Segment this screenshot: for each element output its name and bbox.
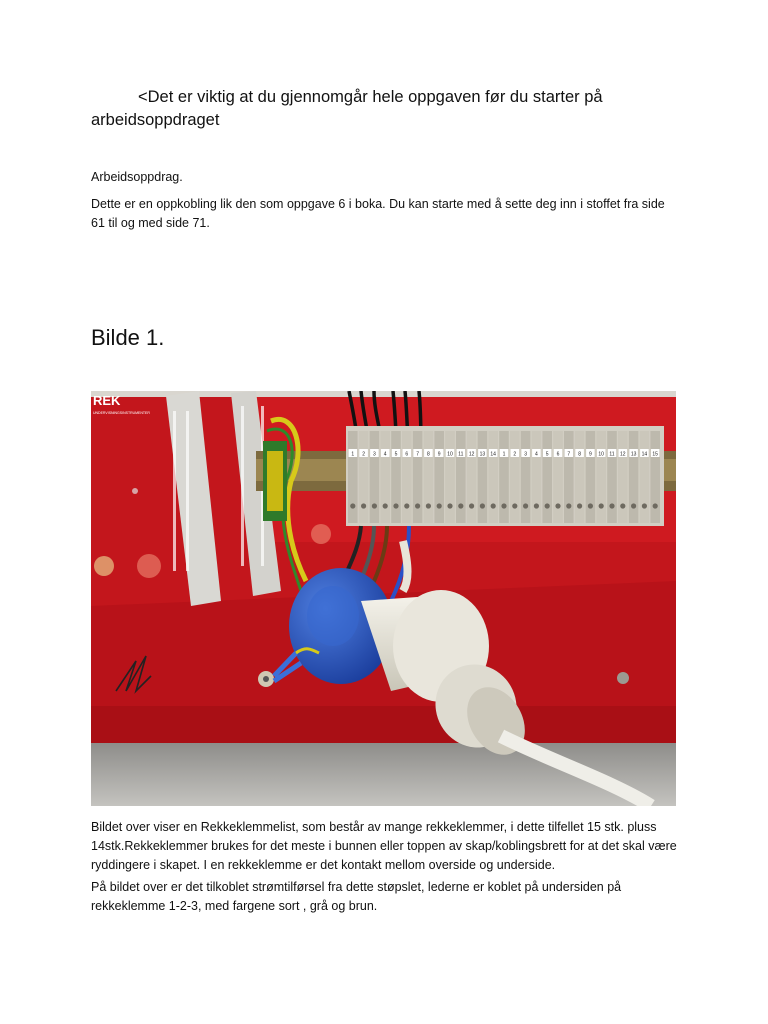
terminal-number: 11 [458,451,464,458]
terminal-screw [426,503,431,508]
terminal-screw [566,503,571,508]
terminal-number: 1 [351,451,355,458]
terminal-screw [609,503,614,508]
terminal-screw [555,503,560,508]
assignment-text: Dette er en oppkobling lik den som oppgave 6 i boka. Du kan starte med å sette deg inn i stoffet fra side 61 til og med side 71. [91,197,665,230]
terminal-block [510,431,520,523]
terminal-number: 3 [373,451,376,458]
terminal-block [380,431,390,523]
terminal-screw [523,503,528,508]
terminal-screw [512,503,517,508]
terminal-block [640,431,650,523]
terminal-block [618,431,628,523]
caption-2: På bildet over er det tilkoblet strømtilførsel fra dette støpslet, lederne er koblet på undersiden på rekkeklemme 1-2-3, med fargene sort , grå og brun. [91,880,622,913]
terminal-number: 1 [502,451,506,458]
terminal-number: 7 [567,451,571,458]
terminal-block [532,431,542,523]
terminal-number: 14 [641,451,648,458]
terminal-number: 2 [513,451,517,458]
terminal-screw [491,503,496,508]
terminal-block [456,431,466,523]
terminal-number: 14 [490,451,496,458]
terminal-screw [415,503,420,508]
terminal-block [478,431,488,523]
terminal-screw [577,503,582,508]
terminal-number: 13 [479,451,486,458]
terminal-number: 7 [416,451,419,458]
terminal-screw [653,503,658,508]
terminal-number: 10 [447,451,453,458]
terminal-block [434,431,444,523]
terminal-screw [599,503,604,508]
terminal-screw [447,503,452,508]
terminal-number: 11 [609,451,615,458]
brand-logo: REK [93,393,121,408]
terminal-screw [480,503,485,508]
terminal-block [542,431,552,523]
terminal-screw [437,503,442,508]
terminal-number: 4 [535,451,538,458]
terminal-number: 15 [652,451,658,458]
terminal-number: 6 [556,451,560,458]
terminal-screw [588,503,593,508]
terminal-block [413,431,423,523]
terminal-number: 8 [578,451,581,458]
figure-title: Bilde 1. [91,325,165,350]
assignment-heading: Arbeidsoppdrag. [91,170,183,184]
terminal-screw [383,503,388,508]
terminal-block-photo [91,391,676,806]
terminal-number: 13 [630,451,637,458]
terminal-number: 12 [468,451,475,458]
terminal-number: 9 [437,451,441,458]
terminal-screw [372,503,377,508]
terminal-block [596,431,606,523]
terminal-number: 12 [620,451,626,458]
terminal-screw [534,503,539,508]
terminal-block [391,431,401,523]
terminal-screw [350,503,355,508]
caption-1: Bildet over viser en Rekkeklemmelist, som består av mange rekkeklemmer, i dette tilfellet 15 stk. pluss 14stk.Rekkeklemmer brukes for det meste i bunnen eller toppen av skap/koblingsbrett for at det skal være ryddingere i skapet. I en rekkeklemme er det kontakt mellom overside og underside. [91,820,677,872]
terminal-screw [404,503,409,508]
terminal-number: 4 [383,451,387,458]
terminal-screw [458,503,463,508]
terminal-block [370,431,380,523]
intro-text: <Det er viktig at du gjennomgår hele oppgaven før du starter på arbeidsoppdraget [91,88,603,129]
terminal-block [575,431,585,523]
terminal-block [564,431,574,523]
terminal-block [348,431,358,523]
terminal-number: 5 [545,451,549,458]
terminal-block [521,431,531,523]
terminal-screw [642,503,647,508]
terminal-number: 10 [598,451,604,458]
terminal-screw [393,503,398,508]
terminal-screw [545,503,550,508]
terminal-block [359,431,369,523]
terminal-screw [469,503,474,508]
brand-sub: UNDERVISNINGSINSTRUMENTER [93,411,150,415]
terminal-number: 9 [589,451,592,458]
terminal-block [445,431,455,523]
terminal-number: 3 [524,451,527,458]
terminal-screw [501,503,506,508]
terminal-block [586,431,596,523]
terminal-screw [631,503,636,508]
terminal-number: 8 [427,451,430,458]
terminal-block [488,431,498,523]
terminal-block [402,431,412,523]
terminal-block-strip [348,431,660,523]
terminal-number: 6 [405,451,409,458]
terminal-block [629,431,639,523]
terminal-block [499,431,509,523]
terminal-block [467,431,477,523]
terminal-block [650,431,660,523]
terminal-block [607,431,617,523]
terminal-screw [620,503,625,508]
terminal-number: 2 [362,451,365,458]
terminal-number: 5 [394,451,398,458]
terminal-block [553,431,563,523]
terminal-screw [361,503,366,508]
terminal-block [424,431,434,523]
